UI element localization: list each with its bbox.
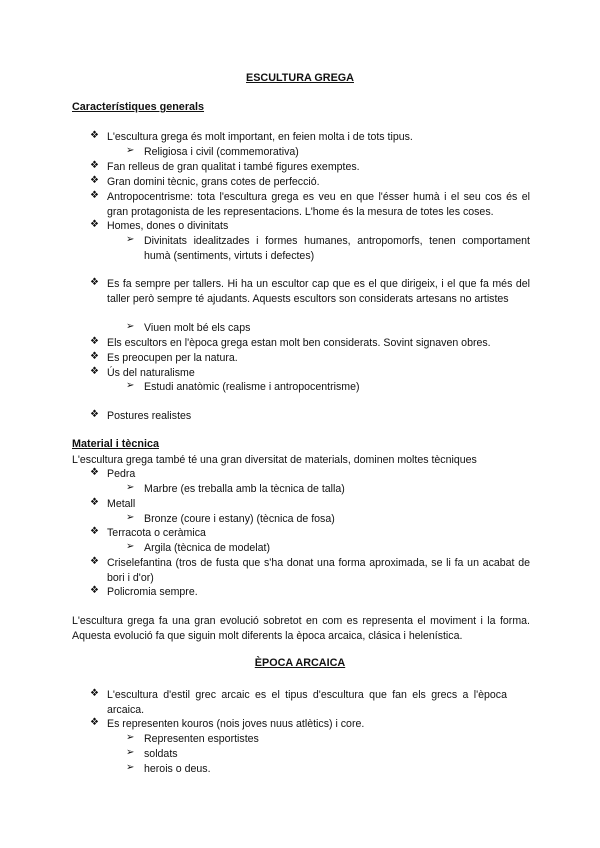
arrow-bullet-icon: ➢ xyxy=(126,541,135,552)
section-intro: L'escultura grega també té una gran diversitat de materials, dominen moltes tècniques xyxy=(72,454,477,466)
arrow-bullet-icon: ➢ xyxy=(126,482,135,493)
diamond-bullet-icon: ❖ xyxy=(90,467,99,478)
arrow-bullet-icon: ➢ xyxy=(126,145,135,156)
diamond-bullet-icon: ❖ xyxy=(90,277,99,288)
section-heading-arcaica: ÈPOCA ARCAICA xyxy=(254,657,346,669)
arrow-bullet-icon: ➢ xyxy=(126,747,135,758)
diamond-bullet-icon: ❖ xyxy=(90,526,99,537)
diamond-bullet-icon: ❖ xyxy=(90,585,99,596)
evolution-paragraph: L'escultura grega fa una gran evolució sobretot en com es representa el moviment i la forma. Aquesta evolució fa que siguin molt diferents la època arcaica, clásica i helenística. xyxy=(72,615,530,642)
document-title: ESCULTURA GREGA xyxy=(246,72,354,84)
diamond-bullet-icon: ❖ xyxy=(90,160,99,171)
arrow-bullet-icon: ➢ xyxy=(126,234,135,245)
arrow-bullet-icon: ➢ xyxy=(126,512,135,523)
diamond-bullet-icon: ❖ xyxy=(90,409,99,420)
diamond-bullet-icon: ❖ xyxy=(90,190,99,201)
diamond-bullet-icon: ❖ xyxy=(90,219,99,230)
section-heading-general: Característiques generals xyxy=(72,101,205,113)
arrow-bullet-icon: ➢ xyxy=(126,732,135,743)
arrow-bullet-icon: ➢ xyxy=(126,321,135,332)
diamond-bullet-icon: ❖ xyxy=(90,497,99,508)
diamond-bullet-icon: ❖ xyxy=(90,130,99,141)
diamond-bullet-icon: ❖ xyxy=(90,366,99,377)
section-heading-material: Material i tècnica xyxy=(72,438,160,450)
diamond-bullet-icon: ❖ xyxy=(90,688,99,699)
arrow-bullet-icon: ➢ xyxy=(126,762,135,773)
diamond-bullet-icon: ❖ xyxy=(90,175,99,186)
diamond-bullet-icon: ❖ xyxy=(90,717,99,728)
arrow-bullet-icon: ➢ xyxy=(126,380,135,391)
diamond-bullet-icon: ❖ xyxy=(90,556,99,567)
diamond-bullet-icon: ❖ xyxy=(90,351,99,362)
diamond-bullet-icon: ❖ xyxy=(90,336,99,347)
document-page: ESCULTURA GREGA Característiques generals ❖ L'escultura grega és molt important, en feien molta i de tots tipus. ➢ Religiosa i civil (commemorativa) ❖ Fan relleus de gran qualitat i també figures exemptes. ❖ Gran domini tècnic, grans cotes de perfecció. ❖ Antropocentrisme: tota l'escultura grega es veu en que l'ésser humà i el seu cos és el gran protagonista de les representacions. L'home és la mesura de totes les coses. ❖ Homes, dones o divinitats ➢ Divinitats idealitzades i formes humanes, antropomorfs, tenen comportament humà (sentiments, virtuts i defectes) ❖ Es fa sempre per tallers. Hi ha un escultor cap que es el que dirigeix, i el que fa més del taller però sempre té ajudants. Aquests escultors son considerats artesans no artistes ➢ Viuen molt bé els caps ❖ Els escultors en l'època grega estan molt ben considerats. Sovint signaven obres. ❖ Es preocupen per la natura. ❖ Ús del naturalisme ➢ Estudi anatòmic (realisme i antropocentrisme) ❖ Postures realistes Material i tècnica L'escultura grega també té una gran diversitat de materials, dominen moltes tècniques ❖ Pedra ➢ Marbre (es treballa amb la tècnica de talla) ❖ Metall ➢ Bronze (coure i estany) (tècnica de fosa) ❖ Terracota o ceràmica ➢ Argila (tècnica de modelat) ❖ Criselefantina (tros de fusta que s'ha donat una forma aproximada, se li fa un acabat de bori i d'or) ❖ Policromia sempre. L'escultura grega fa una gran evolució sobretot en com es representa el moviment i la forma. Aquesta evolució fa que siguin molt diferents la època arcaica, clásica i helenística. ÈPOCA ARCAICA ❖ L'escultura d'estil grec arcaic es el tipus d'escultura que fan els grecs a l'època arcaica. ❖ Es representen kouros (nois joves nuus atlètics) i core. ➢ Representen esportistes ➢ soldats ➢ herois o deus. xyxy=(0,0,600,848)
